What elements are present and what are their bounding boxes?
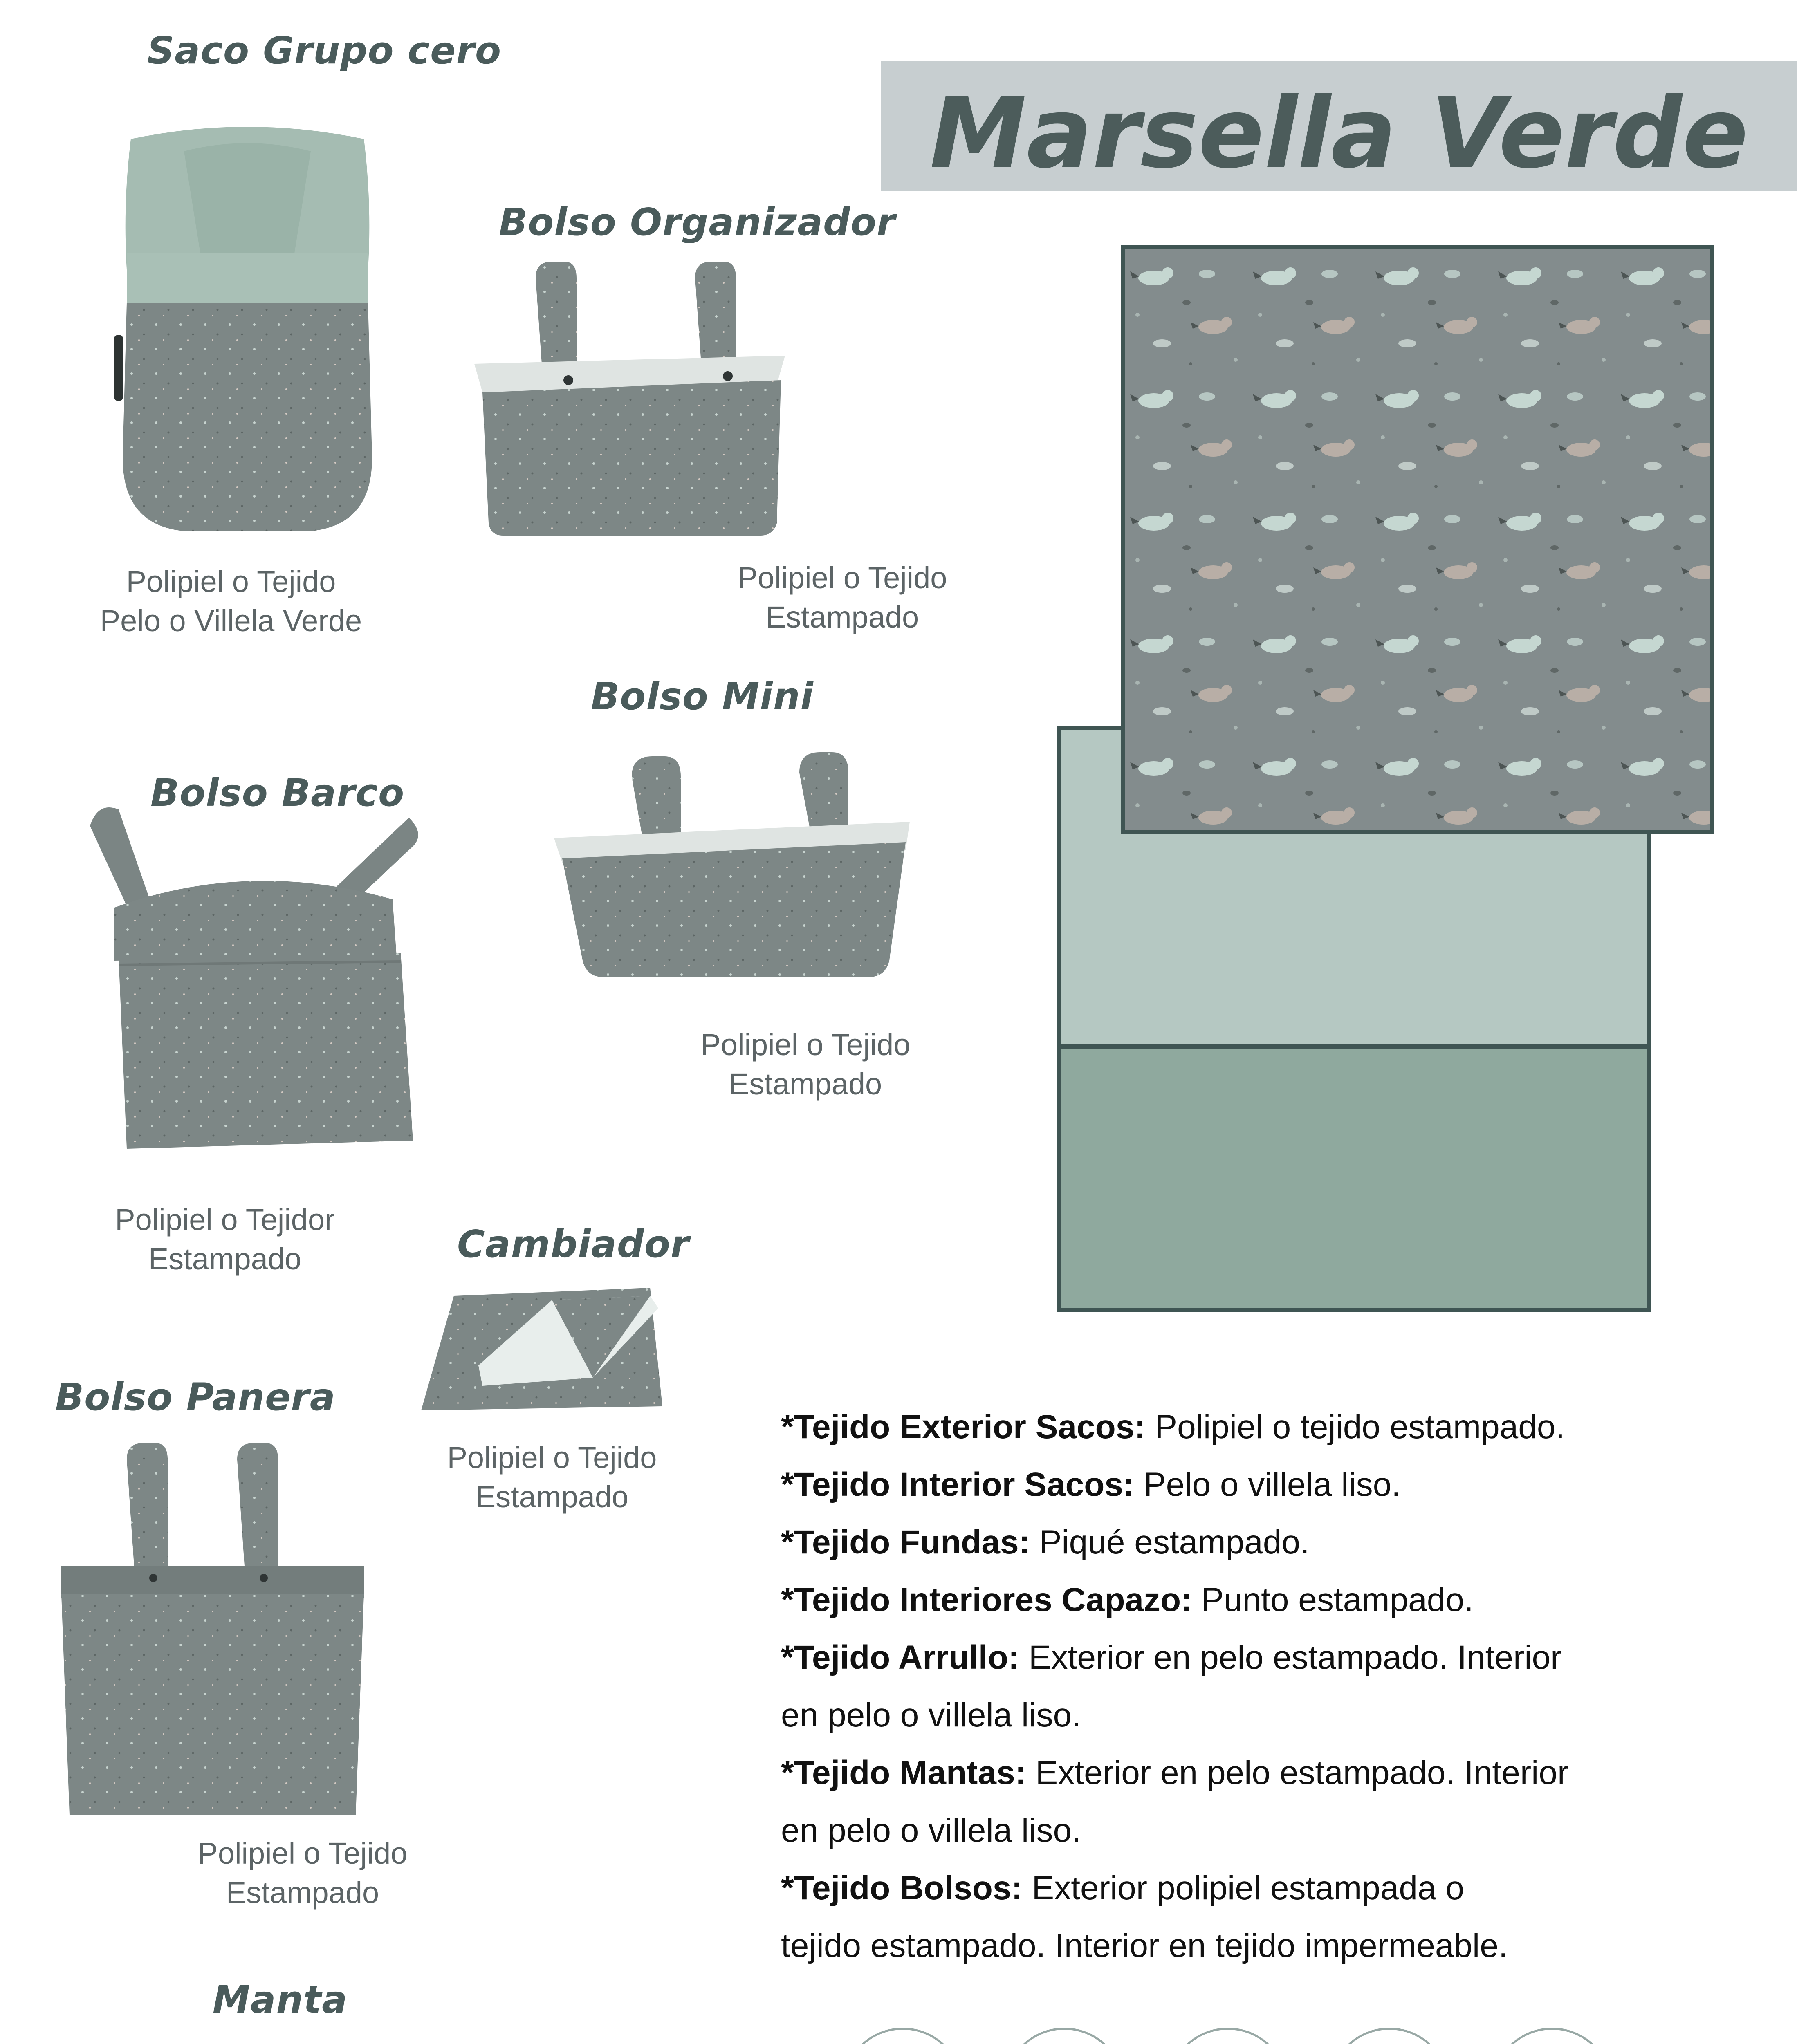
- gentle-on-skin-badge: [1167, 2028, 1288, 2044]
- spec-line: *Tejido Exterior Sacos: Polipiel o tejido estampado.: [781, 1408, 1565, 1446]
- product-title-bolso-organizador: Bolso Organizador: [499, 200, 896, 244]
- bolso-panera-image: [53, 1443, 372, 1823]
- spec-line: en pelo o villela liso.: [781, 1812, 1081, 1849]
- product-title-cambiador: Cambiador: [457, 1222, 690, 1266]
- spec-line: *Tejido Interior Sacos: Pelo o villela liso.: [781, 1466, 1401, 1503]
- caption-saco: Polipiel o Tejido Pelo o Villela Verde: [100, 565, 362, 638]
- spec-line: en pelo o villela liso.: [781, 1697, 1081, 1734]
- eco-friendly-badge: [842, 2028, 963, 2044]
- swatch-printed-fabric: [1121, 245, 1714, 834]
- spec-line: *Tejido Interiores Capazo: Punto estampado.: [781, 1581, 1474, 1618]
- caption-bolso-barco: Polipiel o Tejidor Estampado: [115, 1203, 335, 1276]
- spec-line: tejido estampado. Interior en tejido impermeable.: [781, 1927, 1508, 1964]
- product-title-bolso-mini: Bolso Mini: [591, 675, 814, 718]
- spec-line: *Tejido Arrullo: Exterior en pelo estampado. Interior: [781, 1639, 1562, 1676]
- fabric-specifications: [781, 1398, 1680, 1975]
- caption-bolso-organizador: Polipiel o Tejido Estampado: [737, 561, 947, 634]
- cruelty-free-badge: [1004, 2028, 1125, 2044]
- product-title-saco: Saco Grupo cero: [147, 29, 502, 72]
- collection-title: Marsella Verde: [930, 77, 1748, 190]
- caption-bolso-panera: Polipiel o Tejido Estampado: [197, 1836, 408, 1910]
- bolso-organizador-image: [466, 262, 793, 540]
- bolso-mini-image: [554, 748, 914, 985]
- footprint-carbon-badge: [1492, 2028, 1613, 2044]
- product-title-bolso-barco: Bolso Barco: [150, 771, 405, 815]
- recycled-fabrics-badge: [1329, 2028, 1450, 2044]
- spec-line: *Tejido Bolsos: Exterior polipiel estampada o: [781, 1869, 1465, 1907]
- product-title-bolso-panera: Bolso Panera: [55, 1375, 336, 1419]
- cambiador-image: [421, 1284, 666, 1419]
- fox-print-pattern: [1125, 249, 1710, 830]
- collection-banner: [881, 61, 1797, 191]
- caption-bolso-mini: Polipiel o Tejido Estampado: [700, 1028, 911, 1101]
- swatch-divider: [1061, 1044, 1647, 1049]
- product-title-manta: Manta: [213, 1978, 348, 2022]
- saco-grupo-cero-image: [102, 123, 393, 540]
- spec-line: *Tejido Fundas: Piqué estampado.: [781, 1524, 1310, 1561]
- spec-line: *Tejido Mantas: Exterior en pelo estampado. Interior: [781, 1754, 1569, 1791]
- bolso-barco-image: [74, 801, 425, 1153]
- caption-cambiador: Polipiel o Tejido Estampado: [447, 1441, 657, 1514]
